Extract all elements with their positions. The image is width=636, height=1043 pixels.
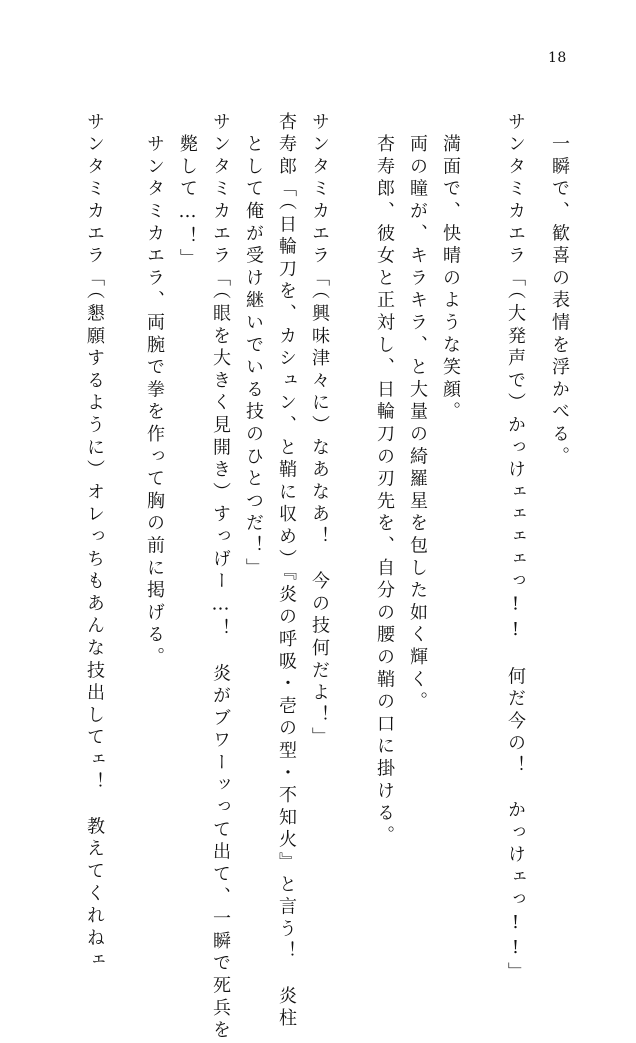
text-column: サンタミカエラ「（懇願するように）オレっちもあんな技出してェ！ 教えてくれねェ <box>84 112 105 973</box>
text-column: サンタミカエラ「（眼を大きく見開き）すっげー…！ 炎がブワーッって出て、一瞬で死兵を <box>210 112 231 1043</box>
text-column: 杏寿郎「（日輪刀を、カシュン、と鞘に収め）『炎の呼吸・壱の型・不知火』と言う！ 炎柱 <box>276 112 297 1031</box>
text-column: 一瞬で、歓喜の表情を浮かべる。 <box>549 112 570 469</box>
text-column: として俺が受け継いでいる技のひとつだ！」 <box>243 112 264 581</box>
text-column: 満面で、快晴のような笑顔。 <box>440 112 461 425</box>
page-number: 18 <box>548 50 567 66</box>
text-column: 斃して…！」 <box>177 112 198 272</box>
text-column: サンタミカエラ「（大発声で）かっけェェェェっ!! 何だ今の！ かっけェっ!!」 <box>505 112 526 985</box>
text-column: サンタミカエラ「（興味津々に）なあなあ！ 今の技何だよ！」 <box>309 112 330 750</box>
text-column: 両の瞳が、キラキラ、と大量の綺羅星を包した如く輝く。 <box>407 112 428 715</box>
text-column: サンタミカエラ、両腕で拳を作って胸の前に掲げる。 <box>144 112 165 670</box>
text-column: 杏寿郎、彼女と正対し、日輪刀の刃先を、自分の腰の鞘の口に掛ける。 <box>374 112 395 848</box>
